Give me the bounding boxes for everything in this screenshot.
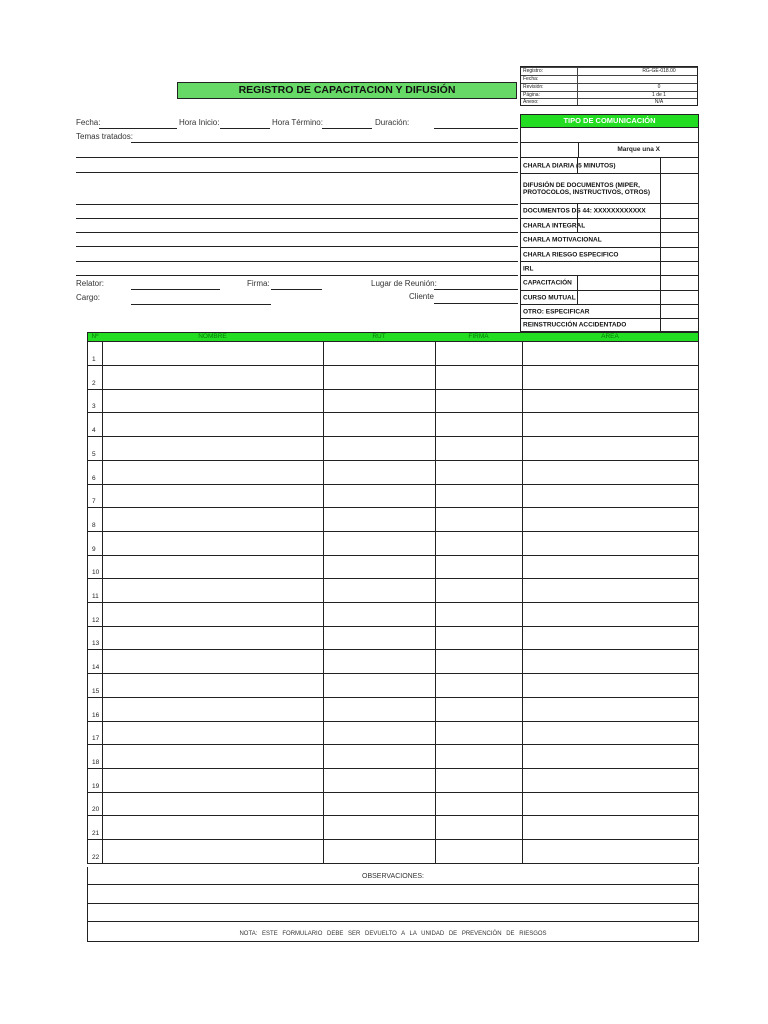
column-separator [435, 389, 436, 412]
hora-termino-label: Hora Término: [272, 118, 323, 127]
tipo-option-capacitacion[interactable] [520, 276, 699, 291]
table-row[interactable] [87, 366, 699, 390]
relator-line[interactable] [131, 289, 220, 290]
tipo-option-ds44[interactable] [520, 204, 699, 219]
column-separator [323, 745, 324, 768]
column-separator [102, 603, 103, 626]
column-separator [522, 650, 523, 673]
row-number: 13 [92, 640, 100, 648]
column-separator [435, 555, 436, 578]
observaciones-title: OBSERVACIONES: [362, 873, 424, 880]
nota-text: NOTA: ESTE FORMULARIO DEBE SER DEVUELTO A LA UNIDAD DE PREVENCIÓN DE RIESGOS [239, 931, 547, 937]
column-separator [522, 555, 523, 578]
column-separator [522, 389, 523, 412]
table-row[interactable] [87, 840, 699, 864]
temas-line[interactable] [76, 232, 518, 233]
column-separator [522, 366, 523, 389]
row-number: 22 [92, 853, 100, 861]
tipo-option-riesgo[interactable] [520, 248, 699, 262]
tipo-option-label: OTRO: ESPECIFICAR [523, 308, 590, 315]
column-separator [435, 745, 436, 768]
column-separator [435, 579, 436, 602]
column-separator [323, 461, 324, 484]
control-row-registro [521, 67, 697, 75]
form-title: REGISTRO DE CAPACITACION Y DIFUSIÓN [177, 82, 517, 99]
table-row[interactable] [87, 650, 699, 674]
row-number: 17 [92, 735, 100, 743]
tipo-mark-cell[interactable] [660, 262, 698, 275]
lugar-label: Lugar de Reunión: [371, 279, 437, 288]
tipo-option-label: IRL [523, 265, 534, 272]
column-separator [435, 342, 436, 365]
column-separator [435, 698, 436, 721]
table-row[interactable] [87, 437, 699, 461]
column-separator [522, 626, 523, 649]
column-separator [102, 579, 103, 602]
column-separator [435, 650, 436, 673]
control-value: RG-GE-018.00 [642, 68, 676, 74]
observaciones-box [87, 867, 699, 942]
row-number: 18 [92, 758, 100, 766]
temas-line[interactable] [76, 157, 518, 158]
table-row[interactable] [87, 816, 699, 840]
tipo-option-irl[interactable] [520, 262, 699, 276]
table-row[interactable] [87, 413, 699, 437]
column-separator [323, 555, 324, 578]
control-label: Registro: [523, 68, 544, 74]
column-separator [435, 603, 436, 626]
control-label: Anexo: [523, 99, 539, 105]
column-separator [323, 532, 324, 555]
fecha-line[interactable] [99, 128, 177, 129]
column-separator [323, 508, 324, 531]
column-separator [323, 816, 324, 839]
control-row-revision [521, 83, 697, 91]
column-separator [102, 555, 103, 578]
duracion-label: Duración: [375, 118, 410, 127]
cliente-label: Cliente [409, 292, 434, 301]
tipo-divider [577, 204, 578, 233]
tipo-divider [577, 158, 578, 174]
column-separator [522, 674, 523, 697]
column-separator [435, 721, 436, 744]
duracion-line[interactable] [434, 128, 518, 129]
tipo-mark-cell[interactable] [660, 291, 698, 304]
column-separator [102, 366, 103, 389]
column-separator [323, 840, 324, 863]
column-separator [102, 840, 103, 863]
row-number: 4 [92, 427, 96, 435]
tipo-option-label: CHARLA RIESGO ESPECIFICO [523, 251, 619, 258]
column-separator [102, 413, 103, 436]
column-separator [435, 484, 436, 507]
relator-label: Relator: [76, 279, 105, 288]
row-number: 3 [92, 403, 96, 411]
column-separator [323, 650, 324, 673]
column-separator [102, 389, 103, 412]
tipo-mark-cell[interactable] [660, 219, 698, 232]
row-number: 2 [92, 379, 96, 387]
column-separator [522, 792, 523, 815]
table-row[interactable] [87, 532, 699, 556]
tipo-option-otro[interactable] [520, 305, 699, 319]
observaciones-line[interactable] [88, 884, 698, 885]
tipo-mark-cell[interactable] [660, 305, 698, 318]
row-number: 15 [92, 687, 100, 695]
tipo-mark-cell[interactable] [660, 248, 698, 261]
tipo-blank-row [520, 128, 699, 143]
column-separator [323, 484, 324, 507]
column-separator [522, 342, 523, 365]
column-separator [323, 674, 324, 697]
column-separator [323, 437, 324, 460]
column-separator [522, 461, 523, 484]
temas-line[interactable] [76, 172, 518, 173]
column-separator [435, 366, 436, 389]
table-row[interactable] [87, 626, 699, 650]
table-row[interactable] [87, 342, 699, 366]
control-label: Página: [523, 92, 540, 98]
column-separator [102, 698, 103, 721]
column-separator [102, 532, 103, 555]
column-separator [435, 674, 436, 697]
tipo-comunicacion-header: TIPO DE COMUNICACIÓN [520, 114, 699, 128]
row-number: 10 [92, 569, 100, 577]
column-separator [102, 626, 103, 649]
tipo-mark-cell[interactable] [660, 319, 698, 331]
row-number: 14 [92, 664, 100, 672]
marque-row [520, 143, 699, 158]
tipo-mark-cell[interactable] [660, 174, 698, 203]
column-separator [102, 792, 103, 815]
table-row[interactable] [87, 508, 699, 532]
column-separator [522, 721, 523, 744]
column-separator [323, 603, 324, 626]
hora-inicio-label: Hora Inicio: [179, 118, 220, 127]
column-separator [102, 342, 103, 365]
table-row[interactable] [87, 461, 699, 485]
table-row[interactable] [87, 792, 699, 816]
row-number: 6 [92, 474, 96, 482]
control-row-fecha [521, 75, 697, 83]
lugar-line[interactable] [434, 289, 518, 290]
column-separator [435, 816, 436, 839]
column-separator [522, 484, 523, 507]
table-row[interactable] [87, 745, 699, 769]
observaciones-line[interactable] [88, 903, 698, 904]
column-separator [102, 721, 103, 744]
tipo-mark-cell[interactable] [660, 158, 698, 173]
column-separator [102, 816, 103, 839]
column-separator [435, 413, 436, 436]
row-number: 7 [92, 498, 96, 506]
column-separator [323, 413, 324, 436]
tipo-option-label: CHARLA MOTIVACIONAL [523, 236, 602, 244]
column-separator [435, 792, 436, 815]
tipo-mark-cell[interactable] [660, 233, 698, 247]
row-number: 5 [92, 450, 96, 458]
hora-inicio-line[interactable] [220, 128, 270, 129]
hora-termino-line[interactable] [322, 128, 372, 129]
document-control-box [520, 66, 698, 106]
tipo-option-label: CHARLA INTEGRAL [523, 222, 586, 229]
column-separator [102, 745, 103, 768]
column-separator [323, 792, 324, 815]
column-separator [522, 437, 523, 460]
column-separator [323, 769, 324, 792]
cargo-line[interactable] [131, 304, 271, 305]
column-separator [323, 366, 324, 389]
header-num: Nº [91, 333, 99, 340]
firma-line[interactable] [271, 289, 322, 290]
column-separator [522, 745, 523, 768]
column-separator [522, 508, 523, 531]
table-row[interactable] [87, 555, 699, 579]
row-number: 8 [92, 521, 96, 529]
tipo-mark-cell[interactable] [660, 204, 698, 218]
column-separator [102, 508, 103, 531]
observaciones-line[interactable] [88, 921, 698, 922]
column-separator [102, 674, 103, 697]
row-number: 21 [92, 830, 100, 837]
table-header [87, 332, 699, 342]
control-value: 0 [657, 84, 661, 90]
column-separator [522, 603, 523, 626]
row-number: 12 [92, 616, 100, 624]
cliente-line[interactable] [434, 303, 518, 304]
table-row[interactable] [87, 579, 699, 603]
column-separator [323, 626, 324, 649]
firma-label: Firma: [247, 279, 270, 288]
column-separator [435, 840, 436, 863]
row-number: 9 [92, 545, 96, 553]
temas-label: Temas tratados: [76, 132, 133, 141]
temas-line[interactable] [76, 246, 518, 247]
header-rut: RUT [372, 333, 386, 340]
table-row[interactable] [87, 769, 699, 793]
column-separator [323, 389, 324, 412]
marque-label: Marque una X [617, 146, 660, 153]
column-separator [323, 579, 324, 602]
control-label: Revisión: [523, 84, 544, 90]
tipo-option-label: CURSO MUTUAL [523, 294, 576, 301]
tipo-option-label: DOCUMENTOS DS 44: XXXXXXXXXXXX [523, 207, 646, 215]
header-area: AREA [601, 333, 619, 340]
table-row[interactable] [87, 721, 699, 745]
temas-line[interactable] [76, 204, 518, 205]
column-separator [102, 650, 103, 673]
row-number: 20 [92, 806, 100, 814]
row-number: 19 [92, 782, 100, 790]
column-separator [522, 532, 523, 555]
tipo-option-charla-diaria[interactable] [520, 158, 699, 174]
column-separator [102, 484, 103, 507]
table-row[interactable] [87, 484, 699, 508]
control-value: 1 de 1 [652, 92, 666, 98]
column-separator [102, 461, 103, 484]
control-row-anexo [521, 98, 697, 106]
column-separator [435, 437, 436, 460]
header-firma: FIRMA [468, 333, 489, 340]
column-separator [522, 769, 523, 792]
column-separator [323, 342, 324, 365]
control-label: Fecha: [523, 76, 539, 82]
tipo-option-reinstruccion[interactable] [520, 319, 699, 332]
row-number: 1 [92, 356, 96, 363]
cargo-label: Cargo: [76, 293, 101, 302]
temas-line[interactable] [76, 218, 518, 219]
tipo-option-label: CHARLA DIARIA (5 MINUTOS) [523, 162, 616, 169]
table-row[interactable] [87, 674, 699, 698]
column-separator [435, 508, 436, 531]
column-separator [102, 769, 103, 792]
marque-separator [578, 143, 579, 157]
tipo-mark-cell[interactable] [660, 276, 698, 290]
tipo-option-motivacional[interactable] [520, 233, 699, 248]
temas-line[interactable] [76, 261, 518, 262]
header-nombre: NOMBRE [198, 333, 227, 340]
row-number: 11 [92, 593, 99, 600]
column-separator [435, 626, 436, 649]
column-separator [102, 437, 103, 460]
column-separator [522, 816, 523, 839]
row-number: 16 [92, 711, 100, 719]
column-separator [522, 579, 523, 602]
fecha-label: Fecha: [76, 118, 101, 127]
temas-line[interactable] [76, 275, 518, 276]
column-separator [435, 461, 436, 484]
column-separator [435, 532, 436, 555]
temas-line[interactable] [131, 142, 518, 143]
tipo-option-curso-mutual[interactable] [520, 291, 699, 305]
table-row[interactable] [87, 698, 699, 722]
tipo-option-label: DIFUSIÓN DE DOCUMENTOS (MIPER, PROTOCOLOS, INSTRUCTIVOS, OTROS) [523, 181, 650, 196]
tipo-option-label: REINSTRUCCIÓN ACCIDENTADO [523, 321, 627, 329]
tipo-option-integral[interactable] [520, 219, 699, 233]
column-separator [522, 413, 523, 436]
tipo-option-difusion[interactable] [520, 174, 699, 204]
control-value: N/A [654, 99, 664, 105]
column-separator [435, 769, 436, 792]
column-separator [323, 721, 324, 744]
column-separator [522, 840, 523, 863]
column-separator [323, 698, 324, 721]
column-separator [522, 698, 523, 721]
table-row[interactable] [87, 389, 699, 413]
table-row[interactable] [87, 603, 699, 627]
tipo-divider [577, 276, 578, 305]
tipo-option-label: CAPACITACIÓN [523, 279, 572, 287]
